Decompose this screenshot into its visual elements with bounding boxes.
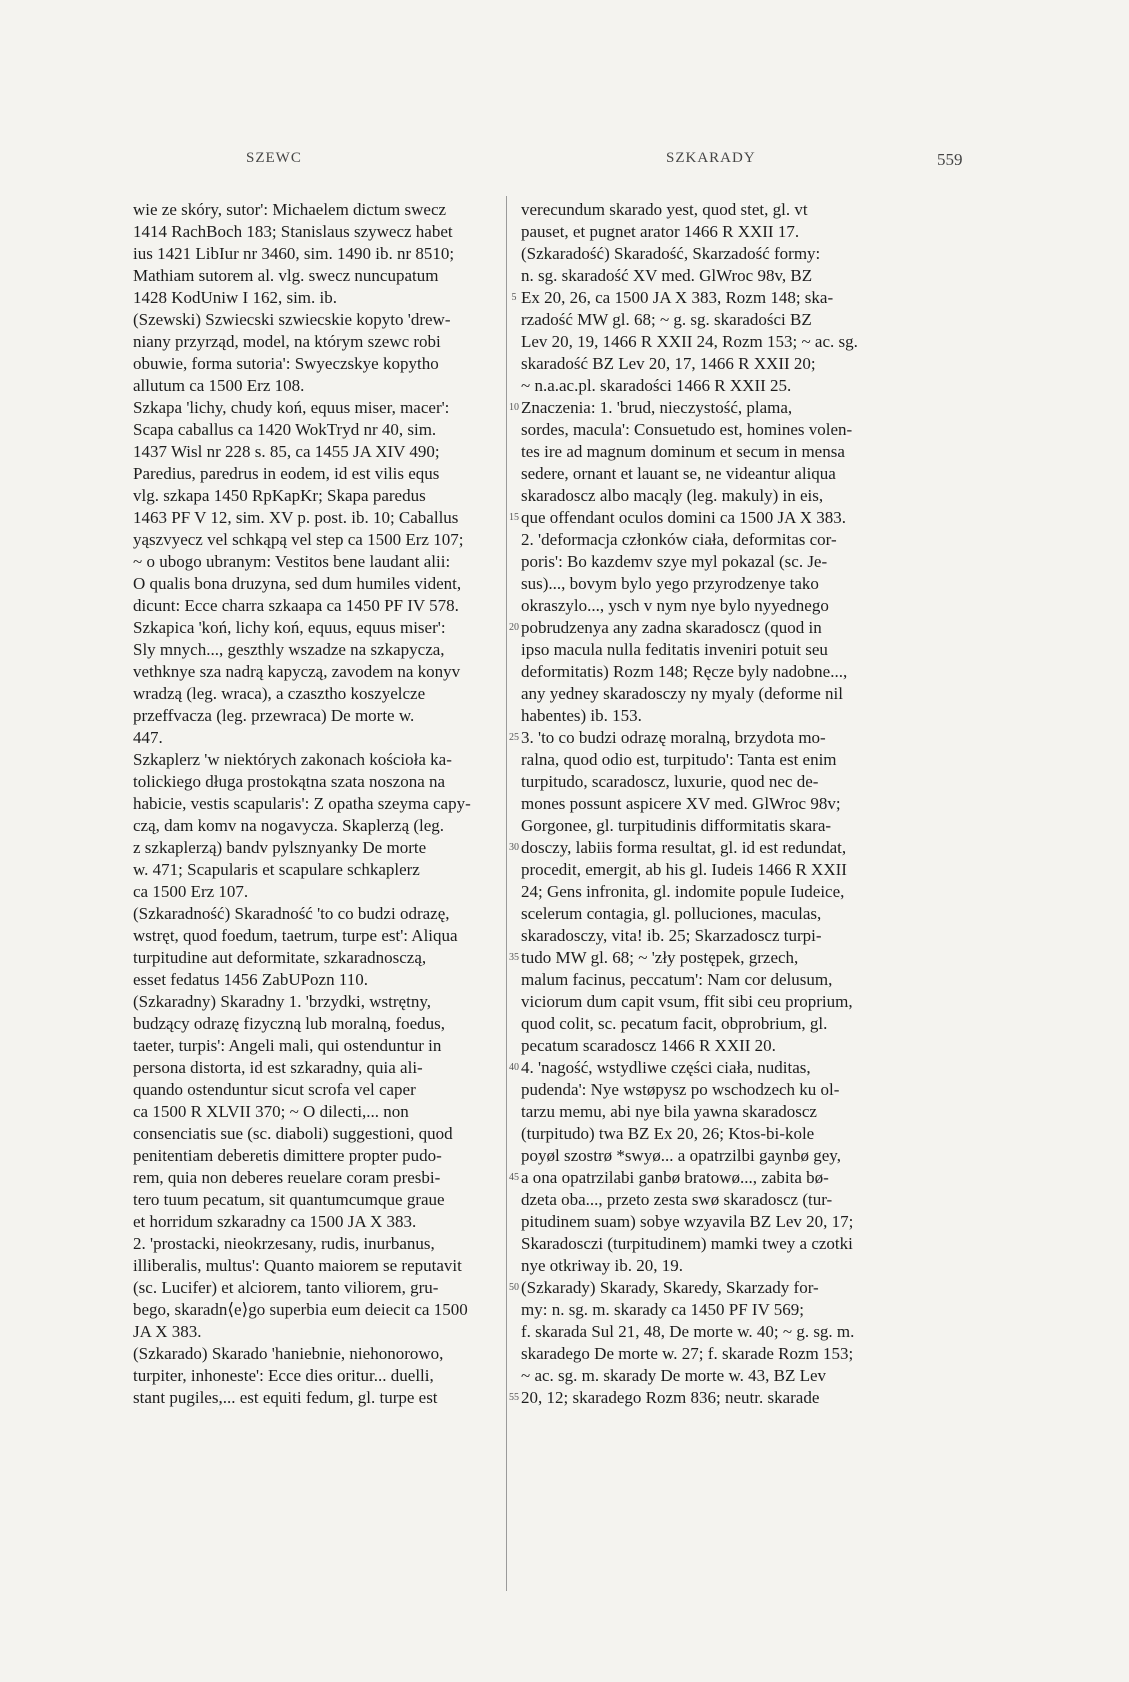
text-line: z szkaplerzą) bandv pylsznyanky De morte [133,838,427,857]
text-line: Lev 20, 19, 1466 R XXII 24, Rozm 153; ~ ac. sg. [521,332,858,351]
text-line: deformitatis) Rozm 148; Ręcze byly nadobne..., [521,662,848,681]
line-number: 55 [509,1392,519,1403]
text-line: quando ostenduntur sicut scrofa vel caper [133,1080,416,1099]
text-line: stant pugiles,... est equiti fedum, gl. turpe est [133,1388,438,1407]
text-line: (Szkarado) Skarado 'haniebnie, niehonorowo, [133,1344,444,1363]
text-line: quod colit, sc. pecatum facit, obprobrium, gl. [521,1014,828,1033]
text-line: poyøl szostrø *swyø... a opatrzilbi gaynbø gey, [521,1146,841,1165]
text-line: dzeta oba..., przeto zesta swø skaradoscz (tur- [521,1190,833,1209]
text-line: poris': Bo kazdemv szye myl pokazal (sc. Je- [521,552,828,571]
text-line: sedere, ornant et lauant se, ne videantur aliqua [521,464,836,483]
column-divider [506,196,507,1591]
text-line: n. sg. skaradość XV med. GlWroc 98v, BZ [521,266,813,285]
text-line: Ex 20, 26, ca 1500 JA X 383, Rozm 148; ska- [521,288,834,307]
text-line: que offendant oculos domini ca 1500 JA X 383. [521,508,847,527]
text-line: any yedney skaradosczy ny myaly (deforme nil [521,684,843,703]
text-line: ca 1500 R XLVII 370; ~ O dilecti,... non [133,1102,409,1121]
text-line: viciorum dum capit vsum, ffit sibi ceu proprium, [521,992,853,1011]
text-line: procedit, emergit, ab his gl. Iudeis 1466 R XXII [521,860,847,879]
text-line: yąszvyecz vel schkąpą vel step ca 1500 Erz 107; [133,530,464,549]
text-line: et horridum szkaradny ca 1500 JA X 383. [133,1212,417,1231]
text-line: czą, dam komv na nogavycza. Skaplerzą (leg. [133,816,445,835]
text-line: ius 1421 LibIur nr 3460, sim. 1490 ib. nr 8510; [133,244,455,263]
text-line: skaradość BZ Lev 20, 17, 1466 R XXII 20; [521,354,816,373]
page-number: 559 [937,150,963,169]
text-line: ca 1500 Erz 107. [133,882,249,901]
text-line: Znaczenia: 1. 'brud, nieczystość, plama, [521,398,793,417]
text-line: 447. [133,728,163,747]
text-line: Gorgonee, gl. turpitudinis difformitatis skara- [521,816,832,835]
text-line: Szkapa 'lichy, chudy koń, equus miser, macer': [133,398,450,417]
text-line: w. 471; Scapularis et scapulare schkaplerz [133,860,420,879]
line-number: 50 [509,1282,519,1293]
text-line: (Szkarady) Skarady, Skaredy, Skarzady for- [521,1278,819,1297]
text-line: habentes) ib. 153. [521,706,642,725]
text-line: 24; Gens infronita, gl. indomite popule Iudeice, [521,882,845,901]
line-number: 35 [509,952,519,963]
text-line: 2. 'prostacki, nieokrzesany, rudis, inurbanus, [133,1234,435,1253]
text-line: pudenda': Nye wstøpysz po wschodzech ku ol- [521,1080,840,1099]
text-line: Scapa caballus ca 1420 WokTryd nr 40, sim. [133,420,437,439]
right-column [521,199,970,1409]
text-line: a ona opatrzilabi ganbø bratowø..., zabita bø- [521,1168,829,1187]
text-line: Mathiam sutorem al. vlg. swecz nuncupatum [133,266,439,285]
text-line: 1437 Wisl nr 228 s. 85, ca 1455 JA XIV 490; [133,442,440,461]
text-line: consenciatis sue (sc. diaboli) suggestioni, quod [133,1124,453,1143]
text-line: 1463 PF V 12, sim. XV p. post. ib. 10; Caballus [133,508,459,527]
text-line: przeffvacza (leg. przewraca) De morte w. [133,706,415,725]
text-line: 1428 KodUniw I 162, sim. ib. [133,288,337,307]
text-line: 1414 RachBoch 183; Stanislaus szywecz habet [133,222,453,241]
text-line: ipso macula nulla feditatis inveniri potuit seu [521,640,828,659]
text-line: my: n. sg. m. skarady ca 1450 PF IV 569; [521,1300,805,1319]
text-line: dosczy, labiis forma resultat, gl. id est redundat, [521,838,847,857]
text-line: 20, 12; skaradego Rozm 836; neutr. skarade [521,1388,820,1407]
text-line: Szkapica 'koń, lichy koń, equus, equus miser': [133,618,446,637]
text-line: habicie, vestis scapularis': Z opatha szeyma capy- [133,794,471,813]
line-number: 15 [509,512,519,523]
text-line: pitudinem suam) sobye wzyavila BZ Lev 20, 17; [521,1212,854,1231]
text-line: skaradosczy, vita! ib. 25; Skarzadoscz turpi- [521,926,822,945]
text-line: bego, skaradn⟨e⟩go superbia eum deiecit ca 1500 [133,1300,468,1319]
text-line: pauset, et pugnet arator 1466 R XXII 17. [521,222,800,241]
running-head-right: SZKARADY [666,150,756,166]
text-line: esset fedatus 1456 ZabUPozn 110. [133,970,368,989]
text-line: tudo MW gl. 68; ~ 'zły postępek, grzech, [521,948,799,967]
text-line: pecatum scaradoscz 1466 R XXII 20. [521,1036,776,1055]
text-line: wstręt, quod foedum, taetrum, turpe est': Aliqua [133,926,458,945]
text-line: verecundum skarado yest, quod stet, gl. vt [521,200,808,219]
text-line: JA X 383. [133,1322,202,1341]
text-line: ~ ac. sg. m. skarady De morte w. 43, BZ Lev [521,1366,827,1385]
text-line: Szkaplerz 'w niektórych zakonach kościoła ka- [133,750,452,769]
text-line: wradzą (leg. wraca), a czasztho koszyelcze [133,684,426,703]
left-column [133,199,491,1409]
text-line: budzący odrazę fizyczną lub moralną, foedus, [133,1014,445,1033]
text-line: allutum ca 1500 Erz 108. [133,376,305,395]
text-line: taeter, turpis': Angeli mali, qui ostenduntur in [133,1036,442,1055]
text-line: scelerum contagia, gl. polluciones, maculas, [521,904,822,923]
text-line: 3. 'to co budzi odrazę moralną, brzydota mo- [521,728,826,747]
text-line: ~ o ubogo ubranym: Vestitos bene laudant alii: [133,552,451,571]
text-line: (turpitudo) twa BZ Ex 20, 26; Ktos-bi-kole [521,1124,815,1143]
text-line: sus)..., bovym bylo yego przyrodzenye tako [521,574,819,593]
text-line: dicunt: Ecce charra szkaapa ca 1450 PF IV 578. [133,596,459,615]
text-line: turpitudine aut deformitate, szkaradnosczą, [133,948,427,967]
line-number: 10 [509,402,519,413]
text-line: 4. 'nagość, wstydliwe części ciała, nuditas, [521,1058,811,1077]
text-line: tero tuum pecatum, sit quantumcumque graue [133,1190,445,1209]
line-number: 20 [509,622,519,633]
text-line: skaradoscz albo macąly (leg. makuly) in eis, [521,486,824,505]
text-line: ~ n.a.ac.pl. skaradości 1466 R XXII 25. [521,376,792,395]
text-line: pobrudzenya any zadna skaradoscz (quod in [521,618,822,637]
line-number: 40 [509,1062,519,1073]
line-number: 45 [509,1172,519,1183]
text-line: skaradego De morte w. 27; f. skarade Rozm 153; [521,1344,854,1363]
text-line: vlg. szkapa 1450 RpKapKr; Skapa paredus [133,486,426,505]
text-line: obuwie, forma sutoria': Swyeczskye kopytho [133,354,439,373]
text-line: Paredius, paredrus in eodem, id est vilis equs [133,464,440,483]
text-line: niany przyrząd, model, na którym szewc robi [133,332,441,351]
text-line: rem, quia non deberes reuelare coram presbi- [133,1168,441,1187]
text-line: 2. 'deformacja członków ciała, deformitas cor- [521,530,837,549]
text-line: Sly mnych..., geszthly wszadze na szkapycza, [133,640,445,659]
text-line: okraszylo..., ysch v nym nye bylo nyyednego [521,596,829,615]
text-line: wie ze skóry, sutor': Michaelem dictum swecz [133,200,447,219]
text-line: persona distorta, id est szkaradny, quia ali- [133,1058,423,1077]
text-line: penitentiam deberetis dimittere propter pudo- [133,1146,442,1165]
line-number: 5 [511,292,517,303]
text-line: ralna, quod odio est, turpitudo': Tanta est enim [521,750,837,769]
text-line: (Szkaradny) Skaradny 1. 'brzydki, wstrętny, [133,992,431,1011]
text-line: Skaradosczi (turpitudinem) mamki twey a czotki [521,1234,853,1253]
text-line: sordes, macula': Consuetudo est, homines volen- [521,420,853,439]
running-head-left: SZEWC [246,150,302,166]
text-line: illiberalis, multus': Quanto maiorem se reputavit [133,1256,462,1275]
text-line: malum facinus, peccatum': Nam cor delusum, [521,970,833,989]
text-line: nye otkriway ib. 20, 19. [521,1256,683,1275]
line-number: 30 [509,842,519,853]
text-line: (Szkaradność) Skaradność 'to co budzi odrazę, [133,904,450,923]
text-line: tolickiego długa prostokątna szata noszona na [133,772,446,791]
text-line: turpiter, inhoneste': Ecce dies oritur... duelli, [133,1366,434,1385]
line-number: 25 [509,732,519,743]
text-line: mones possunt aspicere XV med. GlWroc 98v; [521,794,841,813]
text-line: turpitudo, scaradoscz, luxurie, quod nec de- [521,772,819,791]
text-line: vethknye sza nadrą kapyczą, zavodem na konyv [133,662,461,681]
text-line: (Szewski) Szwiecski szwiecskie kopyto 'drew- [133,310,451,329]
text-line: (sc. Lucifer) et alciorem, tanto viliorem, gru- [133,1278,439,1297]
text-line: O qualis bona druzyna, sed dum humiles vident, [133,574,462,593]
text-line: (Szkaradość) Skaradość, Skarzadość formy: [521,244,821,263]
text-line: tes ire ad magnum dominum et secum in mensa [521,442,845,461]
text-line: f. skarada Sul 21, 48, De morte w. 40; ~ g. sg. m. [521,1322,855,1341]
text-line: tarzu memu, abi nye bila yawna skaradoscz [521,1102,817,1121]
text-line: rzadość MW gl. 68; ~ g. sg. skaradości BZ [521,310,812,329]
